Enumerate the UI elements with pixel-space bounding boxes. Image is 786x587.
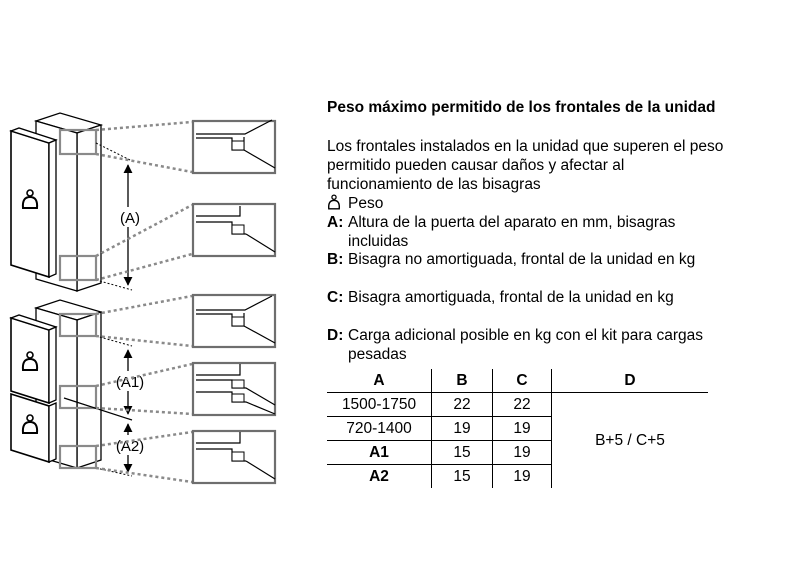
zoom-box-2-top-hinge — [193, 295, 275, 347]
table-cell: 19 — [493, 441, 552, 465]
legend-b — [327, 250, 695, 269]
weight-table — [327, 369, 708, 488]
single-door-appliance — [11, 113, 192, 291]
zoom-box-2-bottom-hinge — [193, 431, 275, 483]
legend-c-key: C: — [327, 289, 344, 306]
legend-weight-text: Peso — [348, 195, 384, 212]
zoom-box-top-hinge — [193, 120, 275, 173]
legend-d-key: D: — [327, 327, 344, 344]
dimension-label-a1: (A1) — [115, 374, 145, 391]
table-cell: 720-1400 — [327, 417, 432, 441]
weight-legend-icon — [327, 194, 348, 213]
cabinet-side — [77, 125, 101, 291]
legend-b-key: B: — [327, 251, 344, 268]
legend-b-text: Bisagra no amortiguada, frontal de la unidad en kg — [348, 251, 696, 268]
legend-a — [327, 213, 675, 232]
table-cell: 15 — [432, 465, 493, 489]
legend-d — [327, 326, 703, 345]
table-row — [327, 393, 708, 417]
legend-d-text: Carga adicional posible en kg con el kit para cargas — [348, 327, 703, 344]
legend-a-text-cont: incluidas — [348, 233, 409, 250]
double-door-appliance — [11, 296, 192, 482]
upper-door-panel — [11, 318, 49, 403]
table-cell: 22 — [493, 393, 552, 417]
table-cell: 22 — [432, 393, 493, 417]
legend-a-key: A: — [327, 214, 344, 231]
zoom-box-2-middle-hinge — [193, 363, 275, 415]
table-header-b: B — [432, 369, 493, 393]
door-front-panel — [11, 131, 49, 277]
table-header-d: D — [552, 369, 709, 393]
page-title: Peso máximo permitido de los frontales de la unidad — [327, 99, 716, 116]
table-cell: 19 — [493, 465, 552, 489]
legend-d-text-cont: pesadas — [348, 346, 407, 363]
lower-door-panel — [11, 394, 49, 462]
legend-a-text: Altura de la puerta del aparato en mm, bisagras — [348, 214, 676, 231]
zoom-box-bottom-hinge — [193, 204, 275, 256]
table-cell: A1 — [327, 441, 432, 465]
hinge-diagram — [0, 0, 310, 587]
legend-weight — [327, 194, 383, 213]
table-cell-d-value: B+5 / C+5 — [595, 431, 665, 449]
intro-line-2: permitido pueden causar daños y afectar al — [327, 157, 625, 174]
dimension-label-a2: (A2) — [115, 438, 145, 455]
intro-line-1: Los frontales instalados en la unidad que superen el peso — [327, 138, 724, 155]
door-side-edge — [49, 140, 56, 277]
table-header-c: C — [493, 369, 552, 393]
table-cell: 1500-1750 — [327, 393, 432, 417]
table-cell: A2 — [327, 465, 432, 489]
table-header-a: A — [327, 369, 432, 393]
intro-line-3: funcionamiento de las bisagras — [327, 176, 541, 193]
table-cell: 19 — [493, 417, 552, 441]
table-cell: 15 — [432, 441, 493, 465]
dimension-label-a: (A) — [120, 210, 140, 227]
table-cell: 19 — [432, 417, 493, 441]
legend-c — [327, 288, 674, 307]
legend-c-text: Bisagra amortiguada, frontal de la unidad en kg — [348, 289, 674, 306]
